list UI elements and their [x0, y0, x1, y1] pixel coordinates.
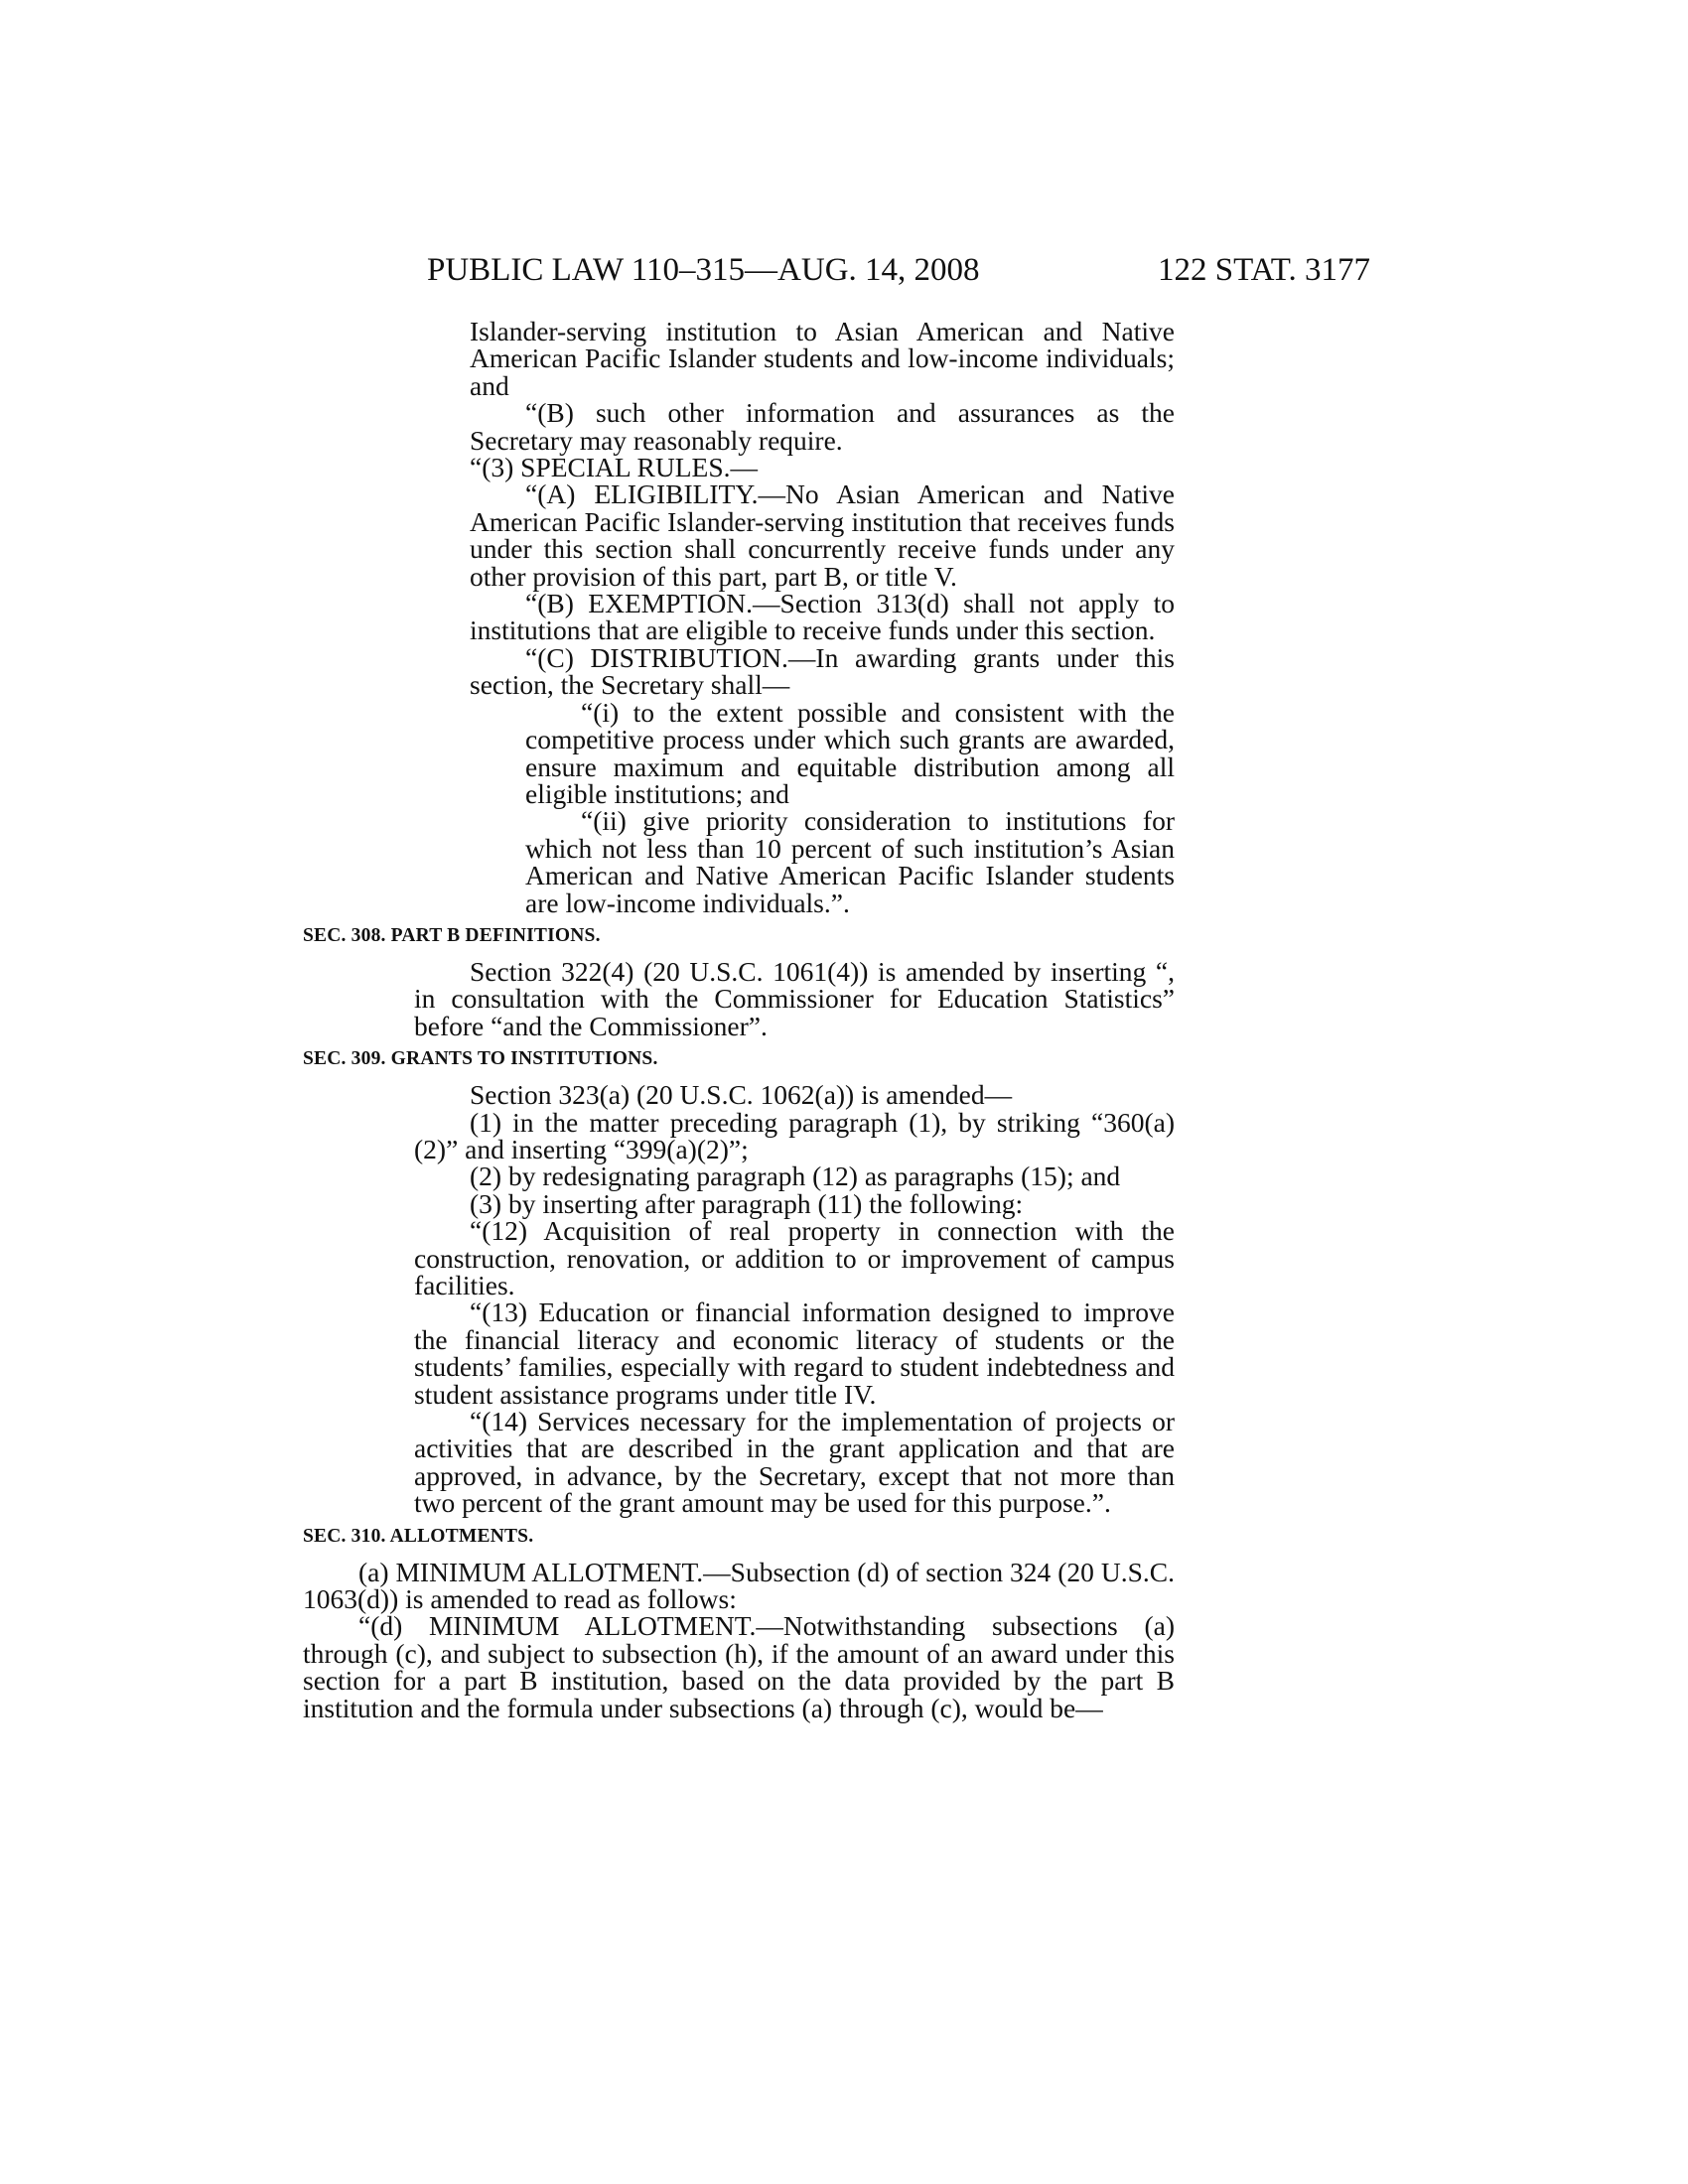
section-heading: SEC. 309. GRANTS TO INSTITUTIONS. [303, 1048, 658, 1070]
paragraph: “(B) such other information and assurances as the Secretary may reasonably require. [470, 397, 1175, 456]
paragraph: “(A) ELIGIBILITY.—No Asian American and Native American Pacific Islander-serving institution that receives funds under this section shall concurrently receive funds under any other provision of this part, part B, or title V. [470, 478, 1175, 592]
paragraph: “(12) Acquisition of real property in connection with the construction, renovation, or addition to or improvement of campus facilities. [414, 1215, 1175, 1300]
running-header [427, 250, 1370, 290]
paragraph: “(B) EXEMPTION.—Section 313(d) shall not apply to institutions that are eligible to receive funds under this section. [470, 588, 1175, 646]
paragraph: “(ii) give priority consideration to institutions for which not less than 10 percent of such institution’s Asian American and Native American Pacific Islander students are low-income individuals.”. [525, 805, 1175, 918]
header-title: PUBLIC LAW 110–315—AUG. 14, 2008 [427, 252, 980, 288]
paragraph: “(i) to the extent possible and consistent with the competitive process under which such grants are awarded, ensure maximum and equitable distribution among all eligible institutions; and [525, 696, 1175, 809]
paragraph: (1) in the matter preceding paragraph (1), by striking “360(a)(2)” and inserting “399(a)(2)”; [414, 1106, 1175, 1164]
paragraph: (3) by inserting after paragraph (11) the following: [470, 1187, 1024, 1219]
paragraph: (a) MINIMUM ALLOTMENT.—Subsection (d) of section 324 (20 U.S.C. 1063(d)) is amended to read as follows: [303, 1556, 1175, 1615]
paragraph: (2) by redesignating paragraph (12) as paragraphs (15); and [470, 1160, 1121, 1192]
paragraph: Islander-serving institution to Asian American and Native American Pacific Islander students and low-income individuals; and [470, 316, 1175, 401]
paragraph: “(3) SPECIAL RULES.— [470, 452, 759, 483]
paragraph: “(C) DISTRIBUTION.—In awarding grants under this section, the Secretary shall— [470, 641, 1175, 701]
paragraph: “(14) Services necessary for the implementation of projects or activities that are described in the grant application and that are approved, in advance, by the Secretary, except that not more than two percent of the grant amount may be used for this purpose.”. [414, 1406, 1175, 1519]
header-stat-page: 122 STAT. 3177 [1157, 252, 1370, 288]
body-text [303, 318, 1175, 1721]
paragraph: Section 322(4) (20 U.S.C. 1061(4)) is amended by inserting “, in consultation with the Commissioner for Education Statistics” before “and the Commissioner”. [414, 955, 1175, 1041]
paragraph: “(13) Education or financial information designed to improve the financial literacy and economic literacy of students or the students’ families, especially with regard to student indebtedness and student assistance programs under title IV. [414, 1297, 1175, 1410]
section-heading: SEC. 310. ALLOTMENTS. [303, 1525, 534, 1547]
section-heading: SEC. 308. PART B DEFINITIONS. [303, 924, 601, 946]
paragraph: Section 323(a) (20 U.S.C. 1062(a)) is amended— [470, 1079, 1013, 1111]
paragraph: “(d) MINIMUM ALLOTMENT.—Notwithstanding subsections (a) through (c), and subject to subsection (h), if the amount of an award under this section for a part B institution, based on the data provided by the part B institution and the formula under subsections (a) through (c), would be— [303, 1610, 1175, 1723]
